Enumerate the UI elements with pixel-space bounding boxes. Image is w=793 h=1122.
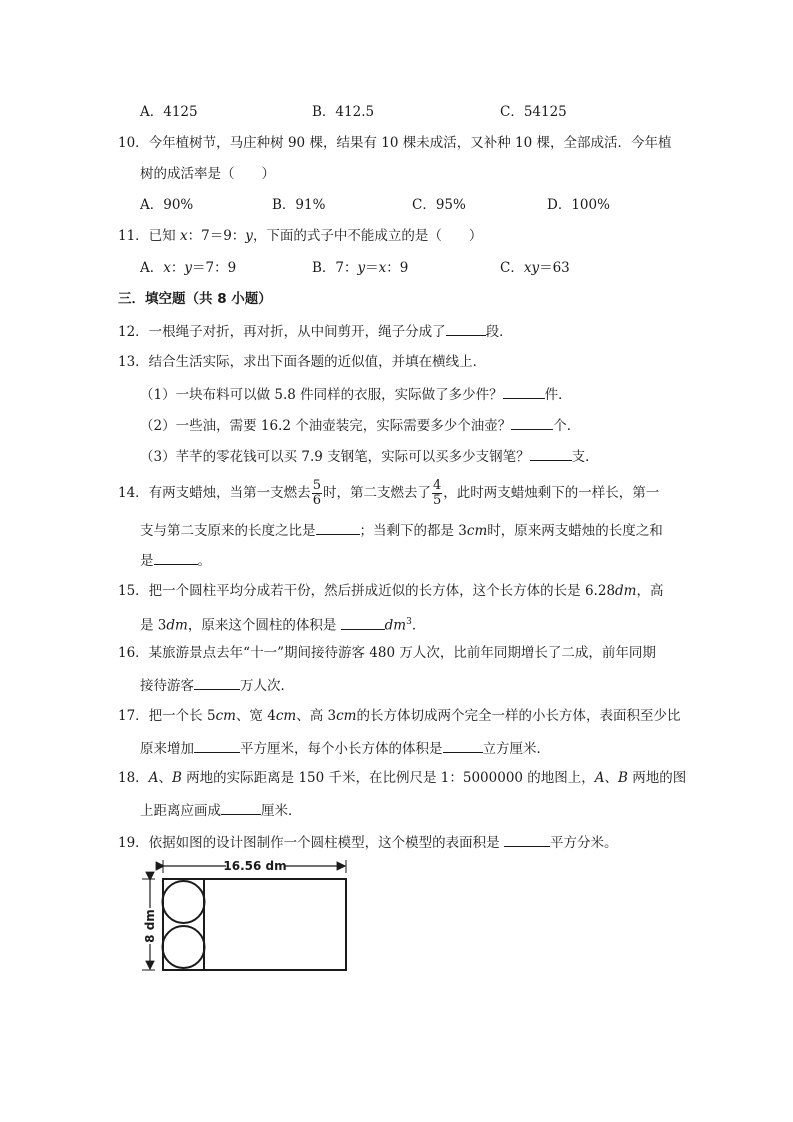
q16-answer-blank[interactable]: [194, 675, 240, 690]
q11-option-b: B．7：y＝x：9: [312, 260, 409, 276]
q19-answer-blank[interactable]: [504, 832, 550, 847]
q17-line2: 原来增加 平方厘米，每个小长方体的体积是 立方厘米．: [140, 738, 550, 758]
height-label: 8 dm: [143, 909, 157, 943]
q15-line1: 15．把一个圆柱平均分成若干份，然后拼成近似的长方体，这个长方体的长是 6.28dm，高: [118, 583, 664, 599]
q9-option-b: B．412.5: [312, 104, 375, 120]
q13-sub1-blank[interactable]: [503, 384, 545, 399]
top-circle: [163, 881, 205, 923]
q18-line1: 18．A、B 两地的实际距离是 150 千米，在比例尺是 1：5000000 的地图上，A、B 两地的图: [118, 770, 687, 786]
q16-line1: 16．某旅游景点去年“十一”期间接待游客 480 万人次，比前年同期增长了二成，前年同期: [118, 645, 656, 661]
q10-option-c: C．95%: [412, 197, 466, 213]
q9-option-a: A．4125: [140, 104, 198, 120]
q17-line1: 17．把一个长 5cm、宽 4cm、高 3cm的长方体切成两个完全一样的小长方体，表面积至少比: [118, 708, 681, 724]
width-label: 16.56 dm: [223, 859, 287, 873]
q10-option-a: A．90%: [140, 197, 194, 213]
q11-stem: 11．已知 x：7＝9：y，下面的式子中不能成立的是（ ）: [118, 228, 483, 244]
q14-line1: 14．有两支蜡烛，当第一支燃去 $\frac{5}{6}$ 时，第二支燃去了 $\frac{4}{5}$ ，此时两支蜡烛剩下的一样长，第一: [118, 478, 660, 508]
q13-sub1: （1）一块布料可以做 5.8 件同样的衣服，实际做了多少件？ 件．: [140, 384, 572, 404]
q13-sub3-blank[interactable]: [530, 446, 572, 461]
section-title: 三．填空题（共 8 小题）: [118, 291, 272, 307]
q10-option-b: B．91%: [272, 197, 326, 213]
q10-stem-line1: 10．今年植树节，马庄种树 90 棵，结果有 10 棵未成活，又补种 10 棵，全部成活．今年植: [118, 135, 672, 151]
bottom-circle: [163, 926, 205, 968]
q17-volume-blank[interactable]: [443, 738, 483, 753]
q14-ratio-blank[interactable]: [316, 520, 360, 535]
q14-fraction-2: $\frac{4}{5}$: [432, 478, 442, 508]
q15-volume-blank[interactable]: [341, 615, 385, 630]
q13-sub2: （2）一些油，需要 16.2 个油壶装完，实际需要多少个油壶？ 个．: [140, 415, 580, 435]
q19-stem: 19．依据如图的设计图制作一个圆柱模型，这个模型的表面积是 平方分米。: [118, 832, 617, 852]
q18-answer-blank[interactable]: [221, 800, 261, 815]
q11-option-a: A．x：y＝7：9: [140, 260, 237, 276]
q10-option-d: D．100%: [547, 197, 610, 213]
q18-line2: 上距离应画成 厘米．: [140, 800, 302, 820]
q12-answer-blank[interactable]: [446, 321, 486, 336]
q14-fraction-1: $\frac{5}{6}$: [312, 478, 321, 508]
q13-sub2-blank[interactable]: [511, 415, 553, 430]
q14-line2: 支与第二支原来的长度之比是 ；当剩下的都是 3cm时，原来两支蜡烛的长度之和: [140, 520, 663, 540]
q14-sum-blank[interactable]: [154, 550, 198, 565]
q14-line3: 是 。: [140, 550, 211, 570]
q13-sub3: （3）芊芊的零花钱可以买 7.9 支钢笔，实际可以买多少支钢笔？ 支．: [140, 446, 599, 466]
q17-area-blank[interactable]: [194, 738, 240, 753]
q12: 12．一根绳子对折，再对折，从中间剪开，绳子分成了 段．: [118, 321, 513, 341]
q13-stem: 13．结合生活实际，求出下面各题的近似值，并填在横线上．: [118, 354, 487, 370]
q15-line2: 是 3dm，原来这个圆柱的体积是 $dm^3$．: [140, 613, 425, 635]
q11-option-c: C．xy＝63: [500, 260, 570, 276]
outer-rectangle: [163, 879, 346, 970]
cylinder-net-figure: [140, 858, 352, 976]
q16-line2: 接待游客 万人次．: [140, 675, 294, 695]
q9-option-c: C．54125: [500, 104, 567, 120]
q10-stem-line2: 树的成活率是（ ）: [140, 166, 275, 182]
